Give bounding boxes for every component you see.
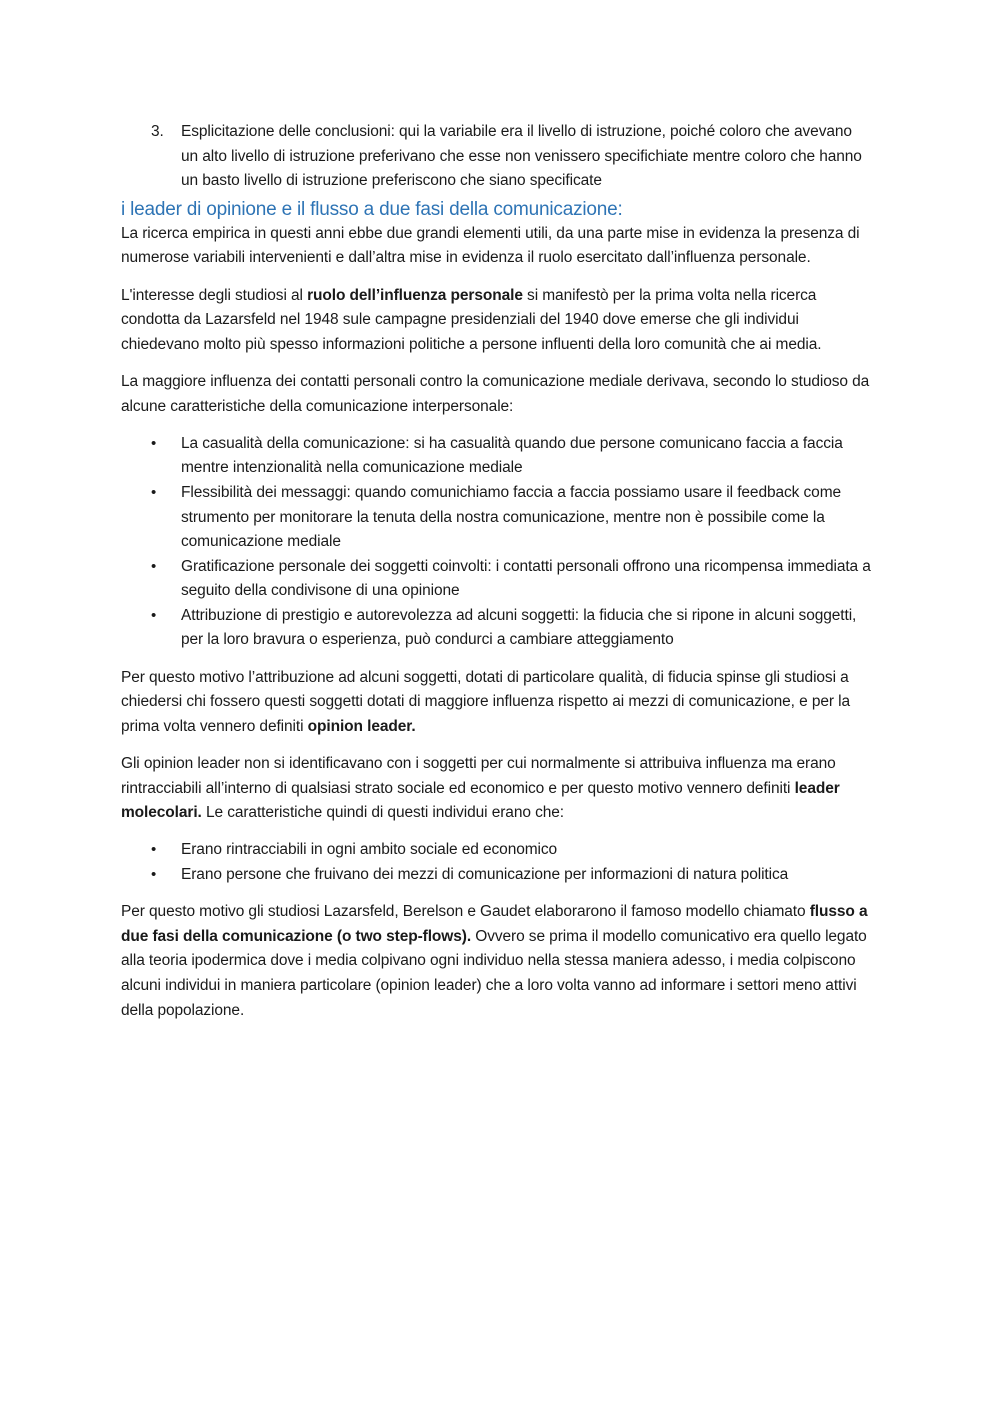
paragraph-molecular-leaders: Gli opinion leader non si identificavano con i soggetti per cui normalmente si attribuiva influenza ma erano rintracciabili all’interno di qualsiasi strato sociale ed economico e per questo motivo vennero definiti leader molecolari. Le caratteristiche quindi di questi individui erano che: [121,755,840,822]
page-content [121,120,873,1023]
bold-term: leader molecolari. [121,779,840,822]
bullet-icon: • [151,841,157,859]
list-item: • Erano rintracciabili in ogni ambito sociale ed economico [121,838,873,863]
numbered-list [121,120,873,194]
bullet-icon: • [151,557,157,575]
bullet-list-individuals [121,838,873,887]
paragraph-characteristics: La maggiore influenza dei contatti personali contro la comunicazione mediale derivava, secondo lo studioso da alcune caratteristiche della comunicazione interpersonale: [121,372,870,415]
bullet-list-characteristics [121,432,873,653]
paragraph-personal-influence: L'interesse degli studiosi al ruolo dell’influenza personale si manifestò per la prima volta nella ricerca condotta da Lazarsfeld nel 1948 sule campagne presidenziali del 1940 dove emerse che gli individui chiedevano molto più spesso informazioni politiche a persone influenti della loro comunità che ai media. [121,286,822,353]
list-number: 3. [151,123,164,140]
bold-term: opinion leader. [307,717,416,735]
bold-term: flusso a due fasi della comunicazione (o two step-flows). [121,903,868,945]
bullet-icon: • [151,606,157,624]
bullet-icon: • [151,866,157,883]
list-item: • Flessibilità dei messaggi: quando comunichiamo faccia a faccia possiamo usare il feedback come strumento per monitorare la tenuta della nostra comunicazione, mentre non è possibile come la comunicazione mediale [121,481,873,555]
list-item [121,120,873,194]
paragraph-opinion-leader: Per questo motivo l’attribuzione ad alcuni soggetti, dotati di particolare qualità, di fiducia spinse gli studiosi a chiedersi chi fossero questi soggetti dotati di maggiore influenza rispetto ai mezzi di comunicazione, e per la prima volta vennero definiti opinion leader. [121,668,850,735]
bold-term: ruolo dell’influenza personale [307,286,523,304]
section-heading: i leader di opinione e il flusso a due fasi della comunicazione: [121,198,623,220]
paragraph-intro: La ricerca empirica in questi anni ebbe due grandi elementi utili, da una parte mise in evidenza la presenza di numerose variabili intervenienti e dall’altra mise in evidenza il ruolo esercitato dall’influenza personale. [121,224,860,267]
list-item: • Gratificazione personale dei soggetti coinvolti: i contatti personali offrono una ricompensa immediata a seguito della condivisone di una opinione [121,555,873,604]
list-item: • Erano persone che fruivano dei mezzi di comunicazione per informazioni di natura politica [121,863,873,888]
list-item: • La casualità della comunicazione: si ha casualità quando due persone comunicano faccia a faccia mentre intenzionalità nella comunicazione mediale [121,432,873,481]
bullet-icon: • [151,483,157,501]
bullet-icon: • [151,434,157,452]
list-item-text: Esplicitazione delle conclusioni: qui la variabile era il livello di istruzione, poiché coloro che avevano un alto livello di istruzione preferivano che esse non venissero specifichiate mentre coloro che hanno un basto livello di istruzione preferiscono che siano specificate [181,123,862,190]
list-item: • Attribuzione di prestigio e autorevolezza ad alcuni soggetti: la fiducia che si ripone in alcuni soggetti, per la loro bravura o esperienza, può condurci a cambiare atteggiamento [121,604,873,653]
paragraph-two-step-flow: Per questo motivo gli studiosi Lazarsfeld, Berelson e Gaudet elaborarono il famoso modello chiamato flusso a due fasi della comunicazione (o two step-flows). Ovvero se prima il modello comunicativo era quello legato alla teoria ipodermica dove i media colpivano ogni individuo nella stessa maniera adesso, i media colpiscono alcuni individui in maniera particolare (opinion leader) che a loro volta vanno ad informare i settori meno attivi della popolazione. [121,903,868,1019]
